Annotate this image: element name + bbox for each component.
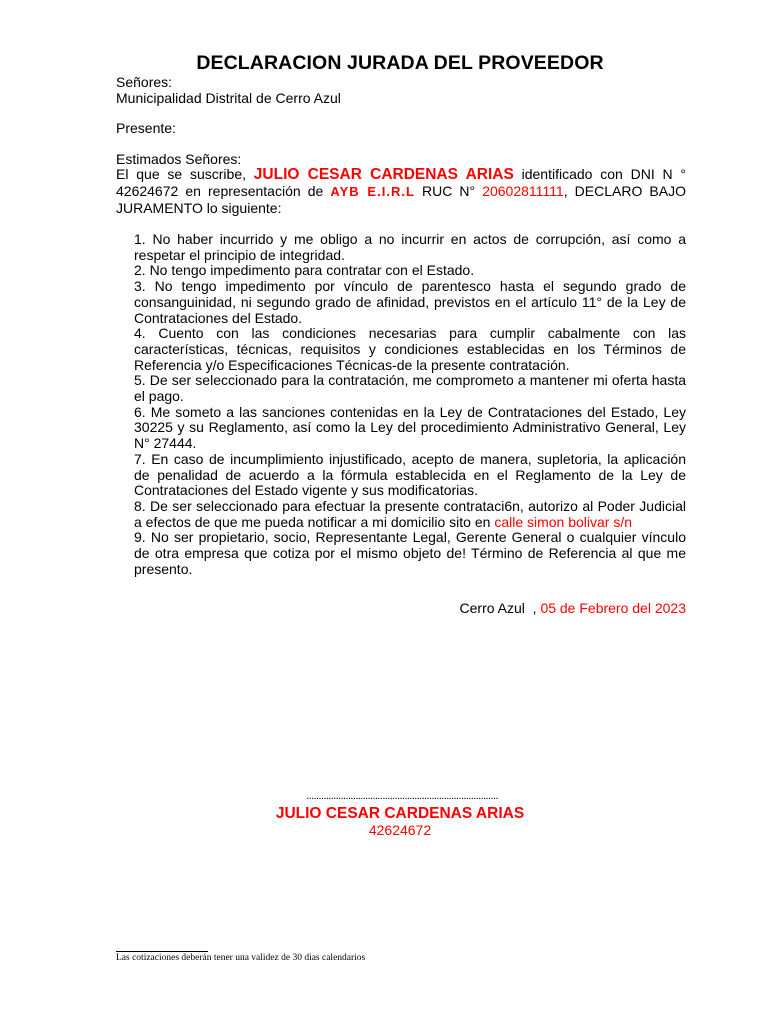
- intro-text-1: El que se suscribe,: [116, 166, 254, 182]
- address-value: calle simon bolivar s/n: [494, 513, 633, 530]
- signature-line: ..............................................................................: [306, 790, 498, 802]
- salutation: Señores:: [116, 74, 173, 90]
- list-item: 7. En caso de incumplimiento injustificado, acepto de manera, supletoria, la aplicación de penalidad de acuerdo a la fórmula establecida en el Reglamento de la Ley de Contrataciones del Estado vigente y sus modificatorias.: [134, 450, 686, 499]
- list-item: 2. No tengo impedimento para contratar con el Estado.: [134, 262, 475, 279]
- footnote-divider: [116, 951, 208, 952]
- declaration-list: [134, 232, 686, 577]
- intro-text-4: , DECLARO BAJO JURAMENTO lo siguiente:: [116, 183, 686, 216]
- footnote: Las cotizaciones deberán tener una validez de 30 dias calendarios: [116, 953, 366, 963]
- recipient: Municipalidad Distrital de Cerro Azul: [116, 90, 341, 106]
- list-item: 4. Cuento con las condiciones necesarias para cumplir cabalmente con las características, técnicas, requisitos y condiciones establecidas en los Términos de Referencia y/o Especificaciones Técnicas-de la presente contratación.: [134, 325, 686, 373]
- ruc-number: 20602811111: [482, 183, 564, 199]
- list-item: [134, 499, 686, 530]
- company-name: AYB E.I.R.L: [330, 184, 415, 199]
- place-name: Cerro Azul: [459, 600, 525, 616]
- intro-text-3: RUC N°: [414, 183, 483, 199]
- list-item: 6. Me someto a las sanciones contenidas en la Ley de Contrataciones del Estado, Ley 30225 y su Reglamento, así como la Ley del procedimiento Administrativo General, Ley N° 27444.: [134, 403, 686, 452]
- list-item: 5. De ser seleccionado para la contratación, me comprometo a mantener mi oferta hasta el pago.: [134, 372, 686, 405]
- place-date-line: [116, 600, 686, 616]
- document-title: DECLARACION JURADA DEL PROVEEDOR: [196, 52, 604, 74]
- date-value: 05 de Febrero del 2023: [540, 600, 686, 616]
- list-item: 3. No tengo impedimento por vínculo de parentesco hasta el segundo grado de consanguinidad, ni segundo grado de afinidad, previstos en el artículo 11° de la Ley de Contrataciones del Estado.: [134, 278, 686, 326]
- presente-label: Presente:: [116, 120, 176, 136]
- signature-dni: 42624672: [368, 822, 432, 838]
- intro-text-2: identificado con DNI N ° 42624672 en representación de: [116, 166, 687, 199]
- greeting: Estimados Señores:: [116, 151, 242, 167]
- list-item: 9. No ser propietario, socio, Representante Legal, Gerente General o cualquier vínculo de otra empresa que cotiza por el mismo objeto de! Término de Referencia al que me presento.: [134, 529, 686, 577]
- declarant-name: JULIO CESAR CARDENAS ARIAS: [253, 166, 514, 183]
- list-item: 1. No haber incurrido y me obligo a no incurrir en actos de corrupción, así como a respetar el principio de integridad.: [134, 231, 686, 263]
- intro-paragraph: [116, 166, 686, 216]
- place-separator: ,: [524, 600, 541, 616]
- signature-name: JULIO CESAR CARDENAS ARIAS: [275, 805, 525, 822]
- item-8-text: 8. De ser seleccionado para efectuar la presente contrataci6n, autorizo al Poder Judicial a efectos de que me pueda notificar a mi domicilio sito en: [134, 497, 686, 530]
